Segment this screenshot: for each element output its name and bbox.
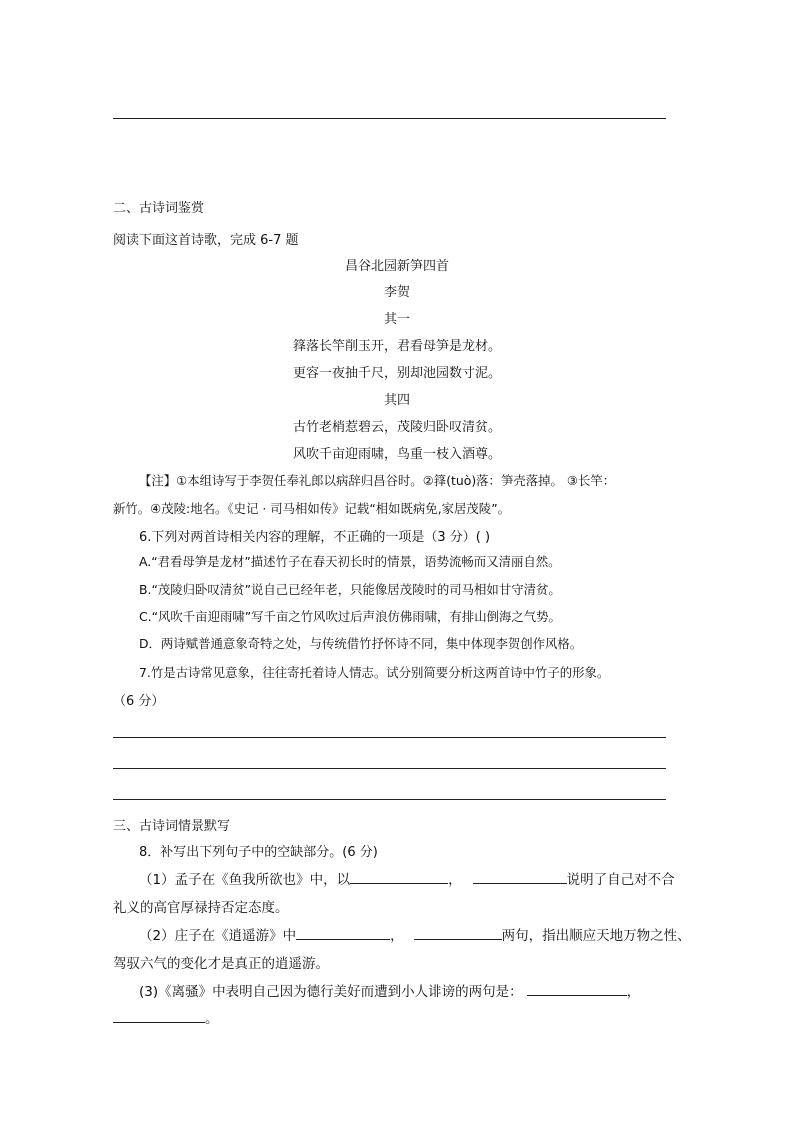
q8-s1-continuation: 礼义的高官厚禄持否定态度。 bbox=[113, 900, 289, 916]
q8-s2-sep: ， bbox=[390, 928, 404, 944]
q6-option-c: C.“风吹千亩迎雨啸”写千亩之竹风吹过后声浪仿佛雨啸，有排山倒海之气势。 bbox=[139, 609, 561, 624]
poem-part4-title: 其四 bbox=[383, 393, 410, 408]
q8-sentence3 bbox=[139, 980, 640, 1000]
q8-sentence1 bbox=[139, 868, 675, 888]
poem-part1-line2: 更容一夜抽千尺，别却池园数寸泥。 bbox=[292, 366, 501, 381]
answer-line-q7-1[interactable] bbox=[113, 737, 666, 738]
q8-s3-sep: ， bbox=[626, 984, 641, 1000]
q8-s1-blank1[interactable] bbox=[350, 869, 448, 884]
section2-heading: 二、古诗词鉴赏 bbox=[113, 201, 205, 216]
note-line1: 【注】①本组诗写于李贺任奉礼郎以病辞归昌谷时。②箨(tuò)落：笋壳落掉。 ③长竿： bbox=[139, 473, 616, 488]
section2-instruction: 阅读下面这首诗歌，完成 6-7 题 bbox=[113, 233, 299, 248]
q8-s1-prefix: （1）孟子在《鱼我所欲也》中，以 bbox=[139, 872, 351, 888]
section3-heading: 三、古诗词情景默写 bbox=[113, 819, 231, 834]
q7-line1: 7.竹是古诗常见意象，往往寄托着诗人情志。试分别简要分析这两首诗中竹子的形象。 bbox=[139, 665, 610, 680]
q8-s1-suffix: 说明了自己对不合 bbox=[566, 872, 675, 888]
answer-line-q7-2[interactable] bbox=[113, 768, 666, 769]
q6-option-a: A.“君看母笋是龙材”描述竹子在春天初长时的情景，语势流畅而又清丽自然。 bbox=[139, 554, 561, 569]
q8-s2-suffix: 两句，指出顺应天地万物之性、 bbox=[501, 928, 691, 944]
poem-part4-line1: 古竹老梢惹碧云，茂陵归卧叹清贫。 bbox=[292, 420, 501, 435]
q8-sentence2 bbox=[139, 924, 691, 944]
q8-s2-continuation: 驾驭六气的变化才是真正的逍遥游。 bbox=[113, 956, 329, 972]
q8-s3-end: 。 bbox=[205, 1011, 219, 1027]
answer-line-top bbox=[113, 118, 666, 119]
q8-s3-prefix: (3)《离骚》中表明自己因为德行美好而遭到小人诽谤的两句是： bbox=[139, 984, 523, 1000]
q7-line2: （6 分） bbox=[113, 694, 165, 709]
q8-s1-sep: ， bbox=[448, 872, 462, 888]
poem-part1-title: 其一 bbox=[383, 312, 410, 327]
q8-s1-blank2[interactable] bbox=[473, 869, 567, 884]
poem-part4-line2: 风吹千亩迎雨啸，鸟重一枝入酒尊。 bbox=[292, 447, 501, 462]
note-line2: 新竹。④茂陵:地名。《史记 · 司马相如传》记载“相如既病免,家居茂陵”。 bbox=[113, 501, 511, 516]
q8-s2-blank2[interactable] bbox=[414, 925, 502, 940]
answer-line-q7-3[interactable] bbox=[113, 799, 666, 800]
q6-option-d: D．两诗赋普通意象奇特之处，与传统借竹抒怀诗不同，集中体现李贺创作风格。 bbox=[139, 636, 583, 651]
poem-part1-line1: 箨落长竿削玉开，君看母笋是龙材。 bbox=[292, 339, 501, 354]
q6-stem: 6.下列对两首诗相关内容的理解，不正确的一项是（3 分）( ) bbox=[139, 530, 491, 545]
q8-s2-prefix: （2）庄子在《逍遥游》中 bbox=[139, 928, 297, 944]
q8-stem: 8．补写出下列句子中的空缺部分。(6 分) bbox=[139, 845, 378, 860]
q8-s3-continuation bbox=[113, 1007, 219, 1027]
q8-s3-blank1[interactable] bbox=[527, 981, 627, 996]
poem-author: 李贺 bbox=[383, 285, 410, 300]
q8-s2-blank1[interactable] bbox=[296, 925, 390, 940]
q6-option-b: B.“茂陵归卧叹清贫”说自己已经年老，只能像居茂陵时的司马相如甘守清贫。 bbox=[139, 582, 561, 597]
q8-s3-blank2[interactable] bbox=[113, 1008, 205, 1023]
poem-title: 昌谷北园新笋四首 bbox=[344, 259, 449, 274]
